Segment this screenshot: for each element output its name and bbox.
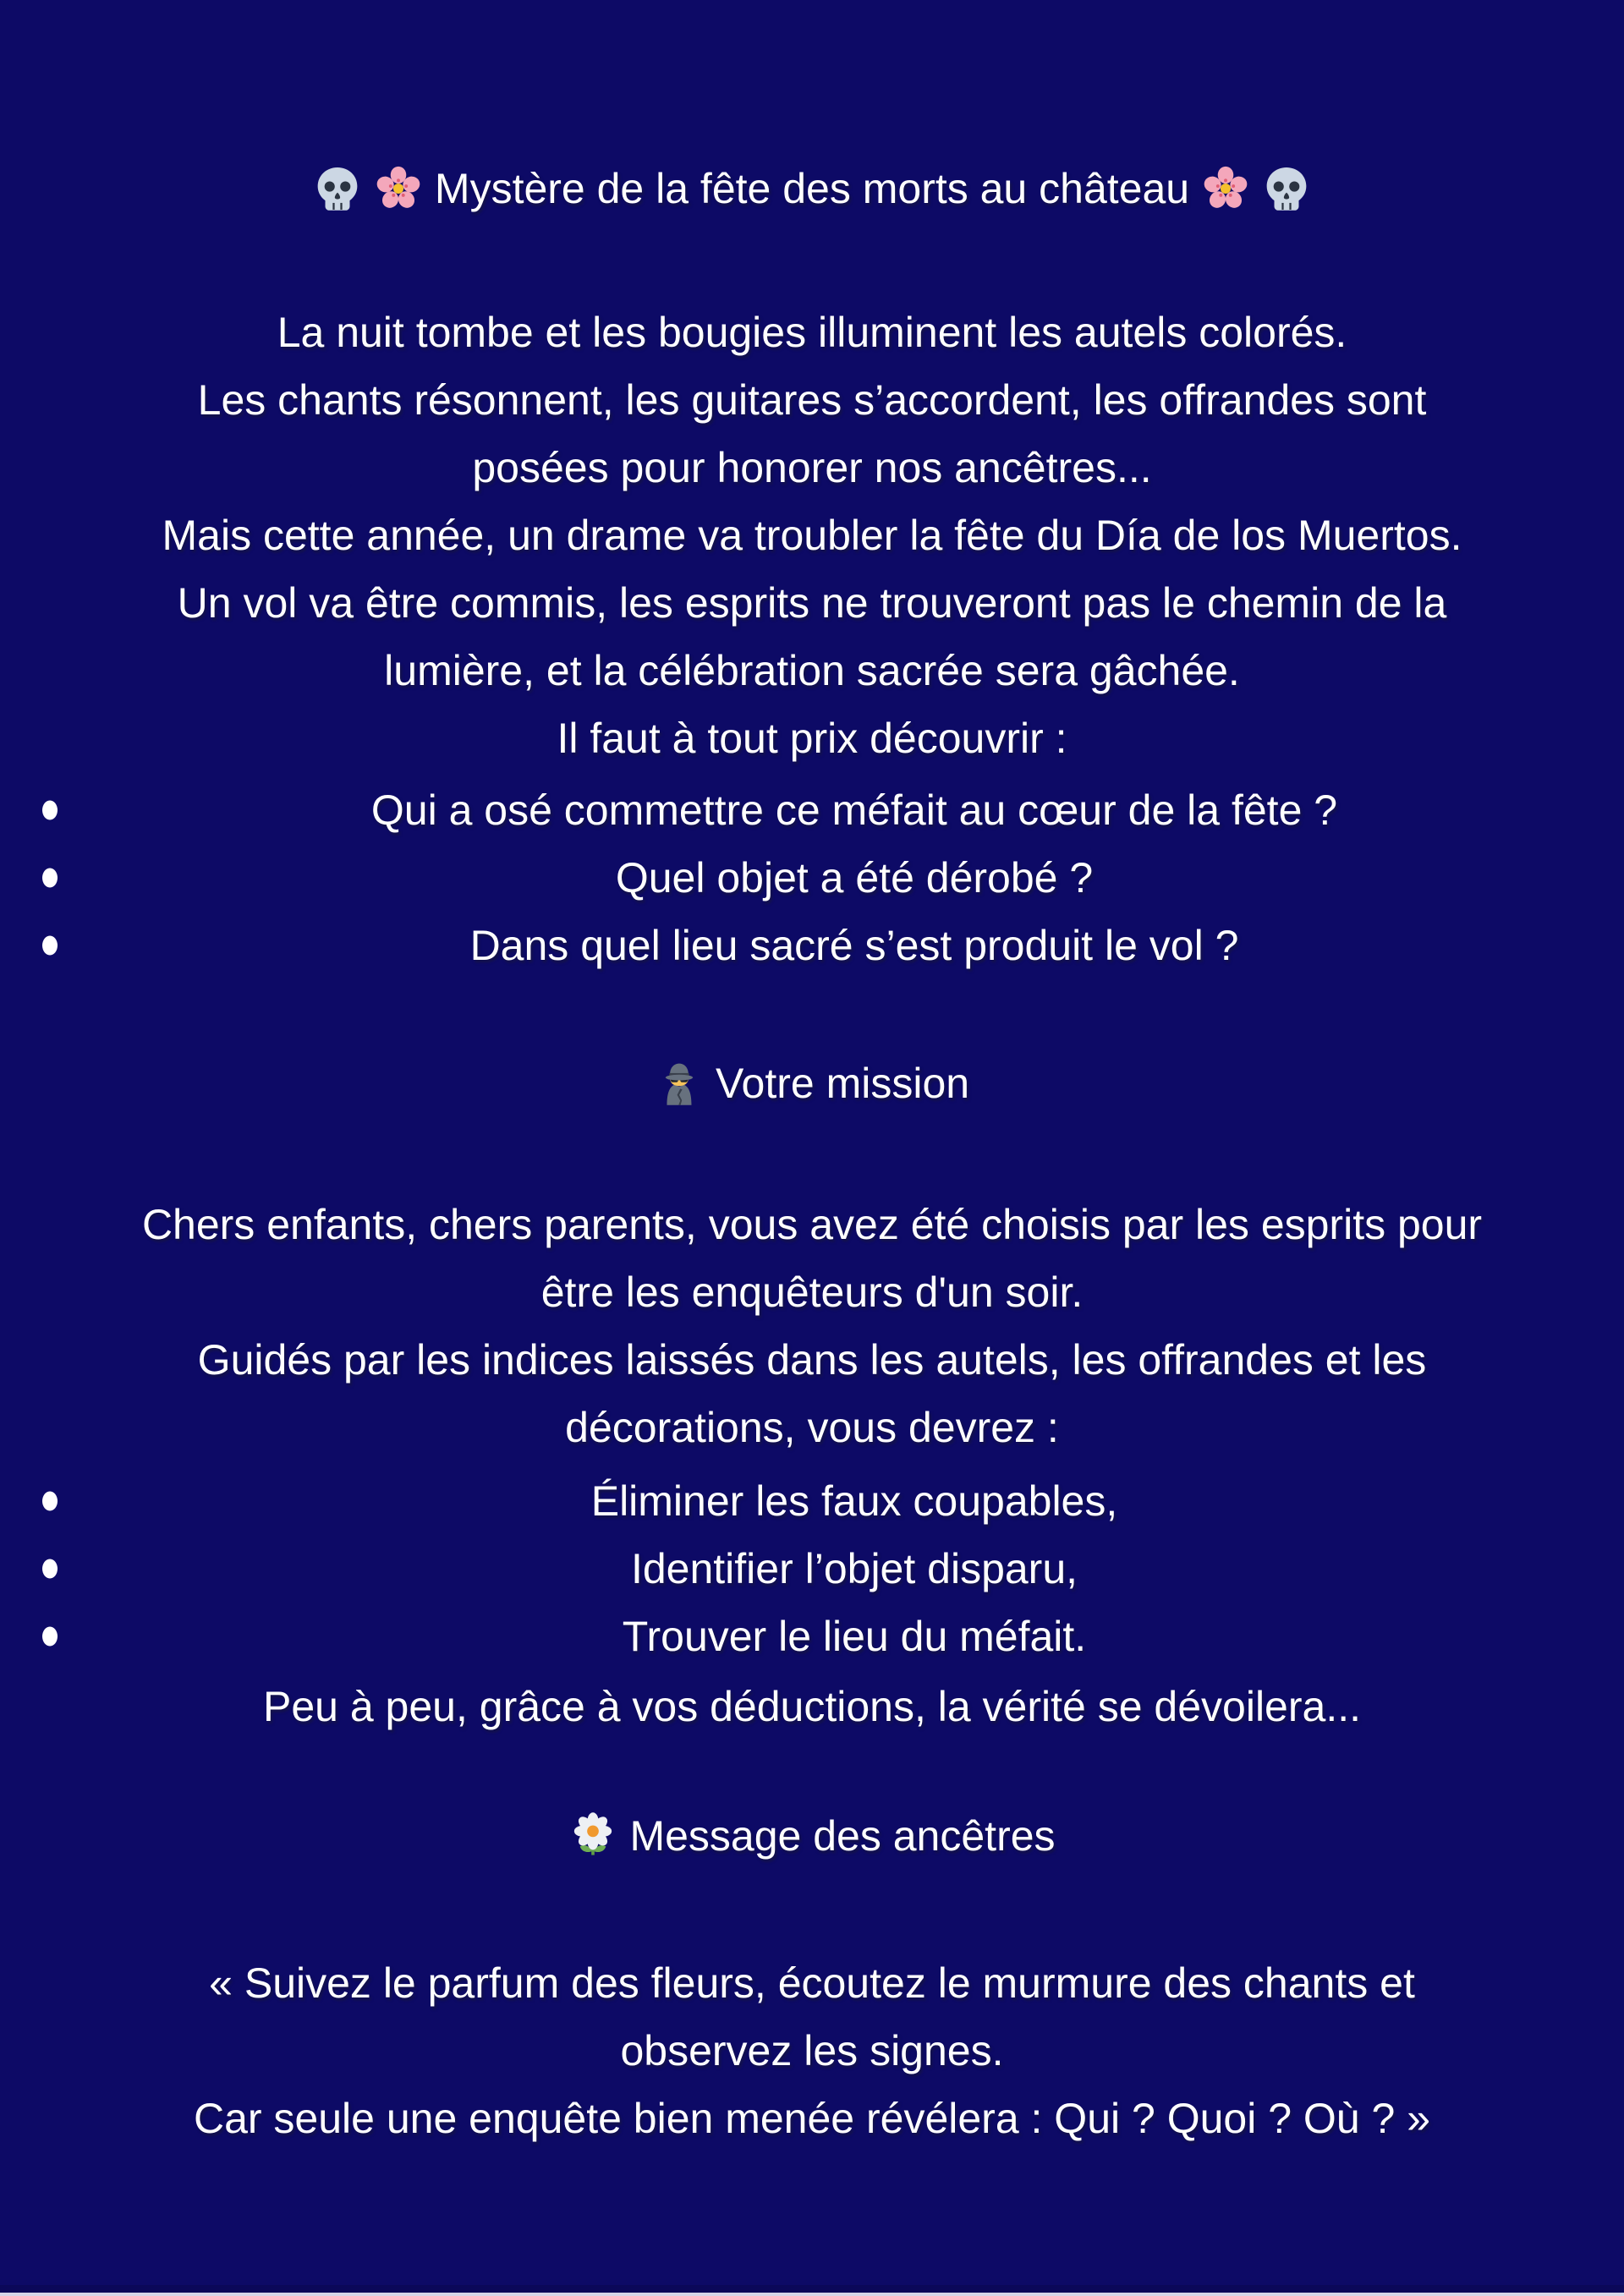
bullet-text: Dans quel lieu sacré s’est produit le vol ? [469, 922, 1239, 969]
page-title [0, 155, 1624, 222]
text-line: « Suivez le parfum des fleurs, écoutez le murmure des chants et [209, 1959, 1415, 2007]
detective-icon [655, 1059, 704, 1108]
mission-heading [0, 1049, 1624, 1117]
mission-paragraph [0, 1191, 1624, 1461]
bullet-text: Qui a osé commettre ce méfait au cœur de la fête ? [370, 786, 1338, 834]
text-line: Car seule une enquête bien menée révélera : Qui ? Quoi ? Où ? » [193, 2095, 1431, 2142]
bullet-item [0, 776, 1624, 844]
skull-icon [313, 164, 362, 213]
bottom-edge-strip [0, 2293, 1624, 2296]
intro-bullet-list [0, 776, 1624, 979]
bullet-item [0, 844, 1624, 912]
text-line: Chers enfants, chers parents, vous avez été choisis par les esprits pour [141, 1201, 1483, 1248]
mission-bullet-list [0, 1467, 1624, 1670]
bullet-dot [42, 1627, 58, 1647]
ancestors-heading-text: Message des ancêtres [629, 1812, 1056, 1860]
bullet-text: Quel objet a été dérobé ? [615, 854, 1094, 901]
text-line: Un vol va être commis, les esprits ne trouveront pas le chemin de la [177, 579, 1447, 627]
bullet-dot [42, 1492, 58, 1511]
text-line: lumière, et la célébration sacrée sera gâchée. [384, 647, 1240, 694]
text-line: observez les signes. [620, 2027, 1004, 2074]
text-line: Les chants résonnent, les guitares s’accordent, les offrandes sont [197, 376, 1427, 424]
bullet-dot [42, 936, 58, 956]
bullet-text: Éliminer les faux coupables, [590, 1477, 1118, 1525]
blossom-icon [568, 1811, 617, 1860]
ancestors-paragraph [0, 1949, 1624, 2152]
bullet-dot [42, 801, 58, 820]
bullet-dot [42, 869, 58, 888]
page-title-text: Mystère de la fête des morts au château [434, 165, 1190, 212]
bullet-item [0, 1603, 1624, 1670]
text-line: Il faut à tout prix découvrir : [557, 715, 1067, 762]
bullet-text: Trouver le lieu du méfait. [622, 1613, 1087, 1660]
mission-heading-text: Votre mission [715, 1060, 970, 1107]
text-line: posées pour honorer nos ancêtres... [472, 444, 1152, 491]
cherry-blossom-icon [374, 164, 423, 213]
bullet-text: Identifier l’objet disparu, [630, 1545, 1078, 1592]
intro-paragraph [0, 299, 1624, 772]
cherry-blossom-icon [1201, 164, 1250, 213]
text-line: décorations, vous devrez : [565, 1404, 1059, 1451]
bottom-dark-band [0, 2285, 1624, 2293]
text-line: La nuit tombe et les bougies illuminent les autels colorés. [277, 309, 1347, 356]
text-line: Guidés par les indices laissés dans les autels, les offrandes et les [197, 1336, 1427, 1384]
mission-closing-line: Peu à peu, grâce à vos déductions, la vérité se dévoilera... [263, 1683, 1361, 1730]
bullet-item [0, 1535, 1624, 1603]
bullet-item [0, 912, 1624, 979]
bullet-dot [42, 1559, 58, 1579]
ancestors-heading [0, 1802, 1624, 1870]
text-line: Mais cette année, un drame va troubler la fête du Día de los Muertos. [162, 512, 1462, 559]
bullet-item [0, 1467, 1624, 1535]
text-line: être les enquêteurs d'un soir. [540, 1269, 1084, 1316]
skull-icon [1262, 164, 1311, 213]
